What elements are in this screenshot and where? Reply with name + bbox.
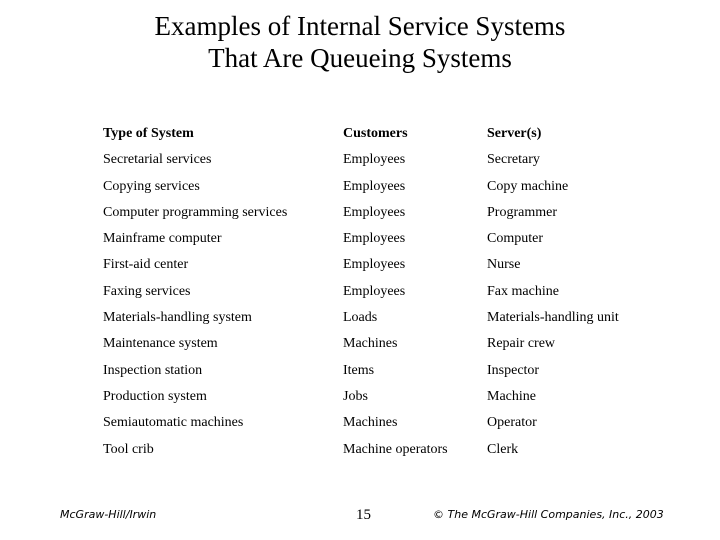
footer-publisher: McGraw-Hill/Irwin (60, 508, 157, 521)
cell-type: Materials-handling system (103, 310, 252, 326)
table-row (103, 384, 683, 410)
table-row (103, 252, 683, 278)
cell-customers: Jobs (343, 388, 368, 404)
table-header-row (103, 121, 683, 147)
cell-servers: Secretary (487, 152, 540, 168)
cell-servers: Clerk (487, 441, 519, 457)
cell-type: Computer programming services (103, 204, 288, 220)
cell-type: First-aid center (103, 257, 189, 273)
table-row (103, 174, 683, 200)
footer-copyright: © The McGraw-Hill Companies, Inc., 2003 (433, 508, 664, 521)
cell-servers: Computer (487, 231, 543, 247)
table-row (103, 200, 683, 226)
cell-customers: Employees (343, 283, 406, 299)
cell-servers: Inspector (487, 362, 540, 378)
cell-customers: Employees (343, 231, 406, 247)
cell-servers: Copy machine (487, 178, 569, 194)
cell-servers: Operator (487, 415, 537, 431)
header-customers: Customers (343, 126, 408, 141)
header-type-of-system: Type of System (103, 126, 194, 141)
cell-type: Tool crib (103, 441, 154, 457)
cell-customers: Employees (343, 152, 406, 168)
cell-type: Maintenance system (103, 336, 218, 352)
slide-title-line-1: Examples of Internal Service Systems (154, 11, 566, 41)
cell-customers: Items (343, 362, 375, 378)
footer-page-number: 15 (356, 507, 371, 523)
table-row (103, 358, 683, 384)
cell-servers: Machine (487, 388, 536, 404)
cell-servers: Fax machine (487, 283, 559, 299)
cell-customers: Employees (343, 178, 406, 194)
cell-customers: Loads (343, 310, 378, 326)
cell-servers: Programmer (487, 204, 557, 220)
table-row (103, 226, 683, 252)
cell-type: Inspection station (103, 362, 203, 378)
cell-customers: Machines (343, 336, 398, 352)
cell-type: Secretarial services (103, 152, 212, 168)
cell-customers: Employees (343, 257, 406, 273)
cell-type: Copying services (103, 178, 200, 194)
cell-customers: Machines (343, 415, 398, 431)
cell-type: Production system (103, 388, 207, 404)
queueing-systems-table (103, 121, 683, 463)
table-row (103, 279, 683, 305)
cell-servers: Materials-handling unit (487, 310, 619, 326)
slide-title-line-2: That Are Queueing Systems (208, 43, 512, 73)
cell-servers: Repair crew (487, 336, 556, 352)
table-row (103, 410, 683, 436)
header-servers: Server(s) (487, 126, 542, 141)
table-row (103, 437, 683, 463)
cell-customers: Employees (343, 204, 406, 220)
cell-type: Faxing services (103, 283, 191, 299)
slide-title (0, 10, 720, 74)
table-row (103, 331, 683, 357)
cell-type: Semiautomatic machines (103, 415, 244, 431)
cell-servers: Nurse (487, 257, 521, 273)
table-row (103, 147, 683, 173)
cell-type: Mainframe computer (103, 231, 222, 247)
cell-customers: Machine operators (343, 441, 448, 457)
table-row (103, 305, 683, 331)
